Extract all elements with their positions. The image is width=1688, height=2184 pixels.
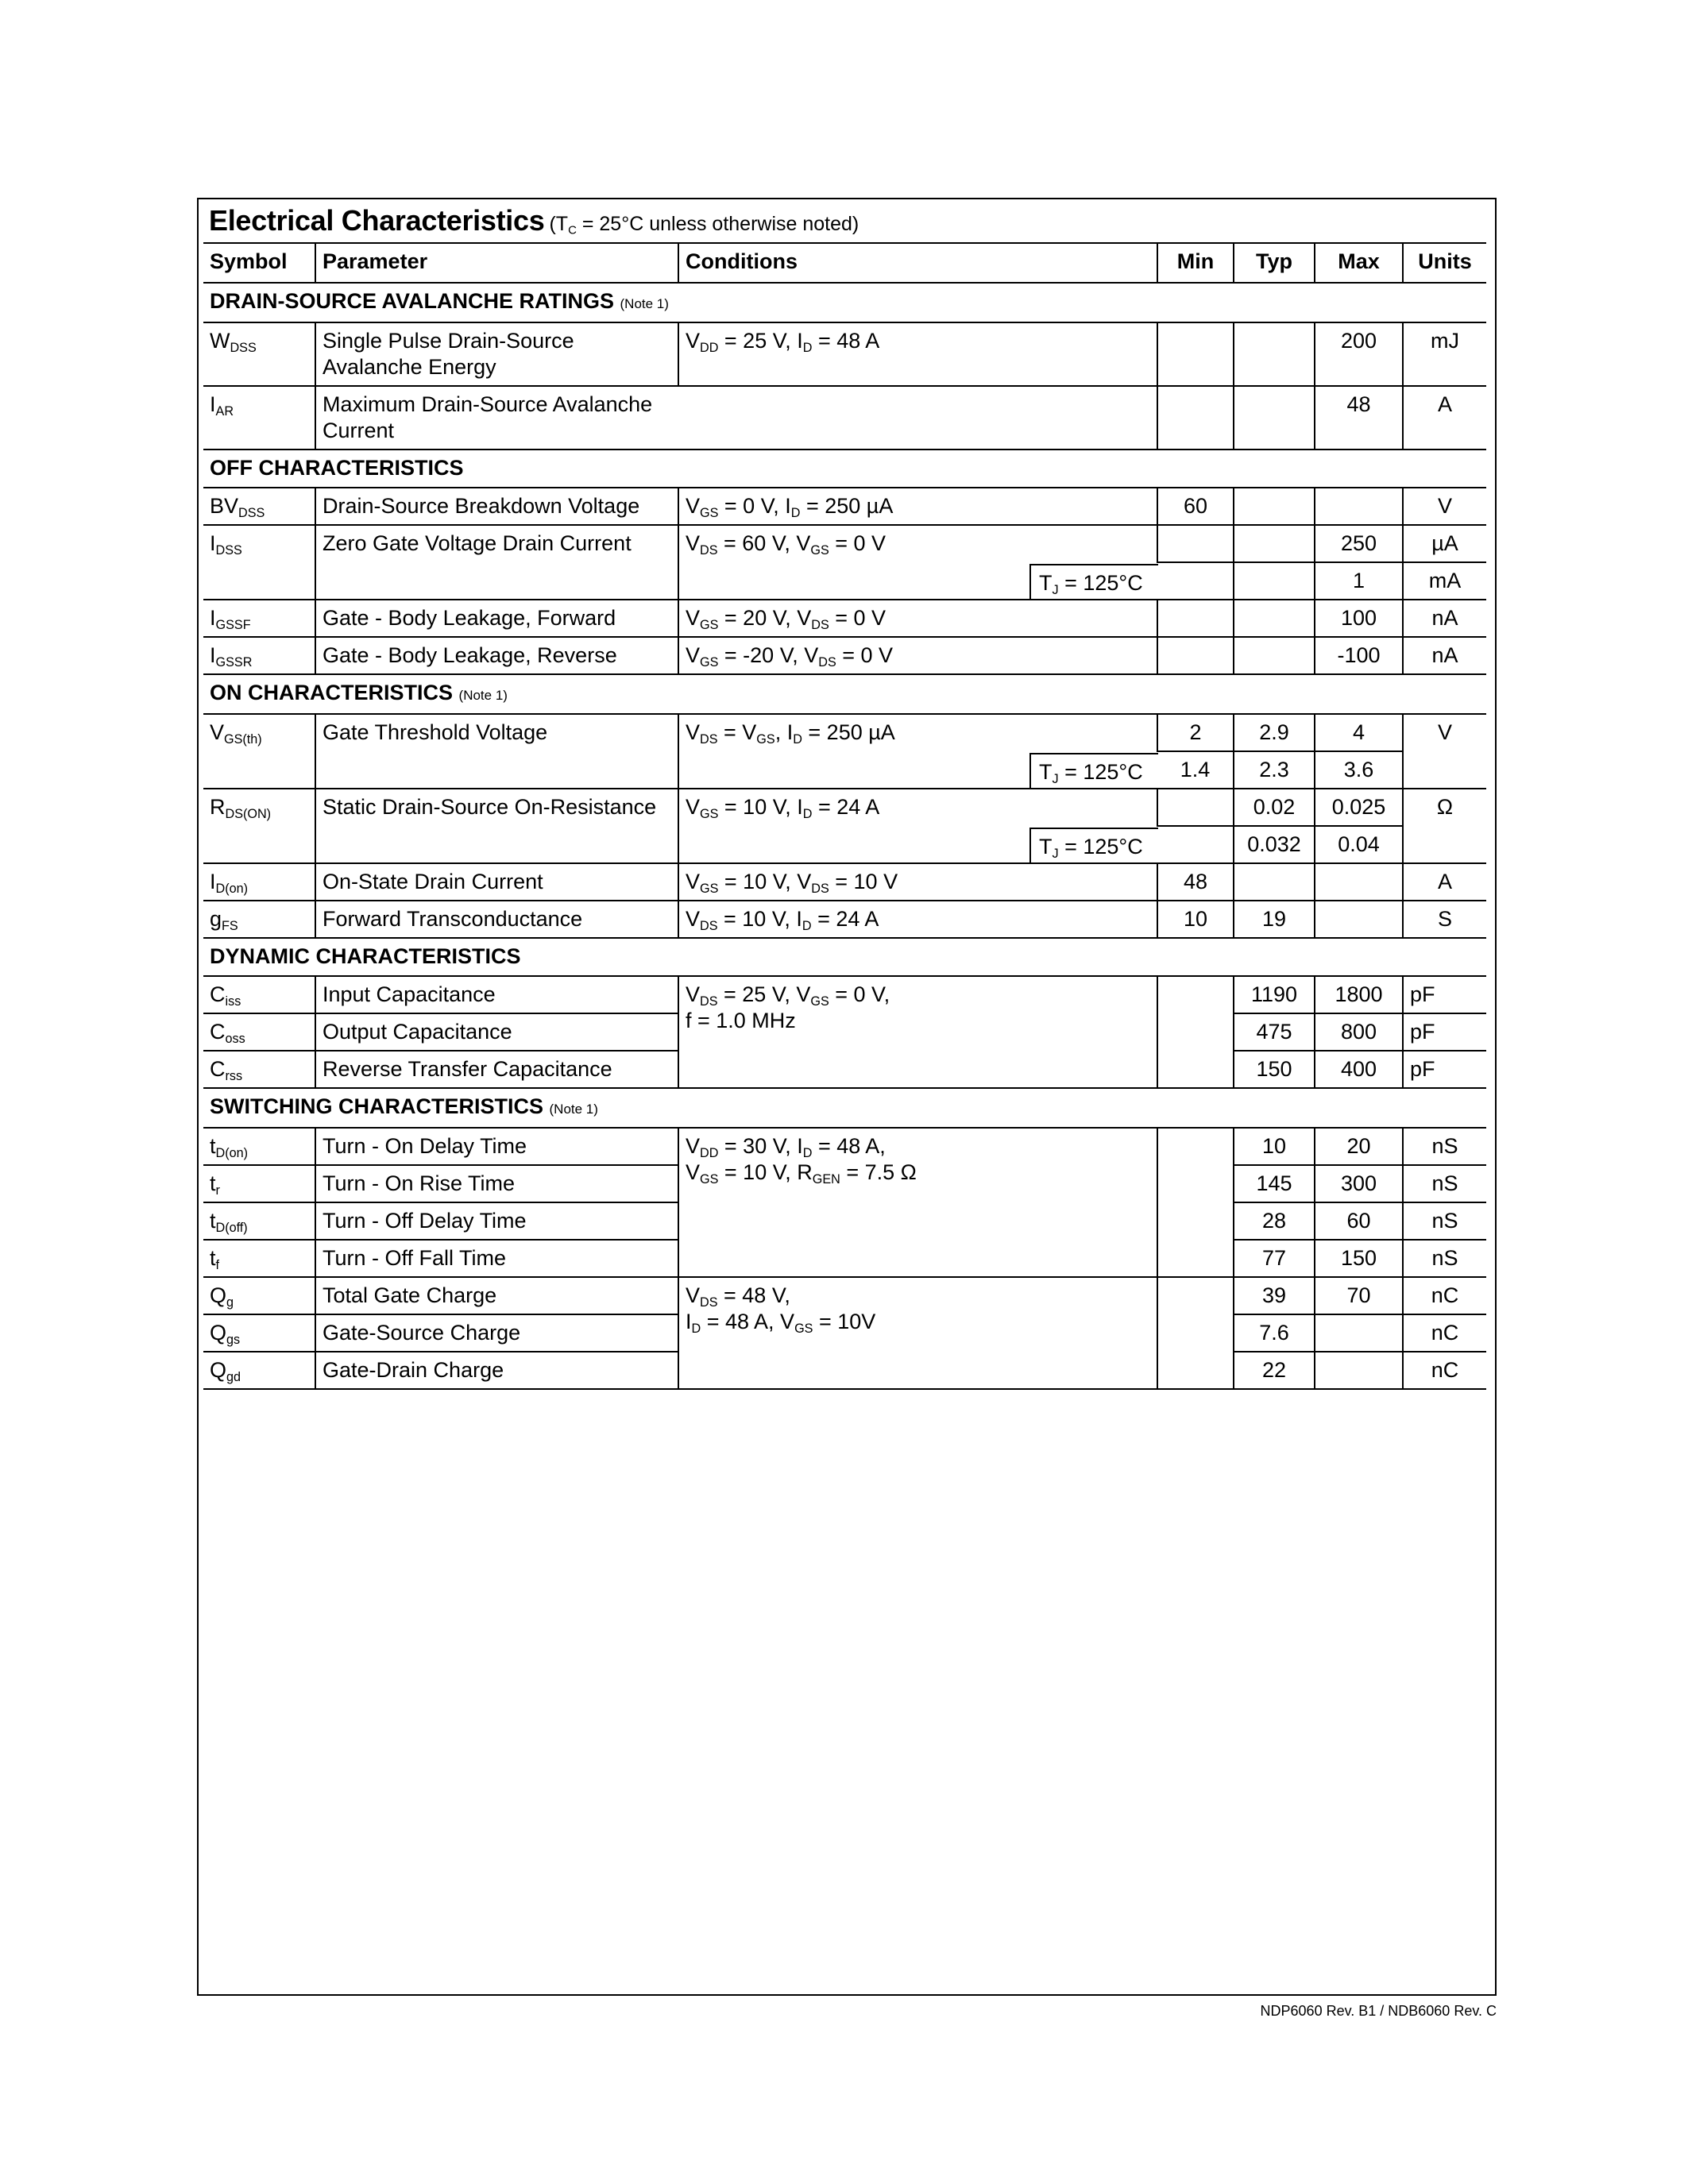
conditions-cell: $V_{DS} = V_{GS}$, $I_D = 250$ µA $T_J = 125^\circ C$ <box>678 714 1157 789</box>
typ-cell <box>1234 637 1315 674</box>
max-cell: 1 <box>1315 562 1403 600</box>
max-cell: -100 <box>1315 637 1403 674</box>
symbol-cell: $C_{oss}$ <box>203 1013 315 1051</box>
symbol-cell: $C_{rss}$ <box>203 1051 315 1088</box>
typ-cell: 28 <box>1234 1202 1315 1240</box>
max-cell: 150 <box>1315 1240 1403 1277</box>
conditions-cell: $V_{DD} = 25$ V, $I_D = 48$ A <box>678 322 1157 386</box>
parameter-cell: Turn - On Delay Time <box>315 1128 678 1165</box>
min-cell <box>1157 525 1234 562</box>
typ-cell: 19 <box>1234 901 1315 938</box>
table-row <box>203 901 1486 938</box>
table-row <box>203 386 1486 450</box>
units-cell: nC <box>1403 1352 1486 1389</box>
section-title-on: ON CHARACTERISTICS (Note 1) <box>203 674 1486 714</box>
parameter-cell: Zero Gate Voltage Drain Current <box>315 525 678 600</box>
max-cell: 250 <box>1315 525 1403 562</box>
min-cell <box>1157 637 1234 674</box>
min-cell <box>1157 386 1234 450</box>
symbol-cell: $R_{DS(ON)}$ <box>203 789 315 863</box>
parameter-cell: Turn - Off Delay Time <box>315 1202 678 1240</box>
header-units: Units <box>1403 243 1486 283</box>
parameter-cell: Input Capacitance <box>315 976 678 1013</box>
max-cell: 20 <box>1315 1128 1403 1165</box>
table-row <box>203 1277 1486 1314</box>
section-title-switching: SWITCHING CHARACTERISTICS (Note 1) <box>203 1088 1486 1128</box>
typ-cell: 39 <box>1234 1277 1315 1314</box>
min-cell <box>1157 1128 1234 1277</box>
symbol-cell: $W_{DSS}$ <box>203 322 315 386</box>
typ-cell: 0.032 <box>1234 826 1315 863</box>
symbol-cell: $g_{FS}$ <box>203 901 315 938</box>
table-row <box>203 976 1486 1013</box>
units-cell: nC <box>1403 1314 1486 1352</box>
section-title-avalanche: DRAIN-SOURCE AVALANCHE RATINGS (Note 1) <box>203 283 1486 322</box>
symbol-cell: $t_f$ <box>203 1240 315 1277</box>
typ-cell <box>1234 322 1315 386</box>
parameter-cell: Output Capacitance <box>315 1013 678 1051</box>
parameter-cell: Gate - Body Leakage, Reverse <box>315 637 678 674</box>
symbol-cell: $Q_{gs}$ <box>203 1314 315 1352</box>
parameter-cell: Drain-Source Breakdown Voltage <box>315 488 678 525</box>
units-cell: A <box>1403 863 1486 901</box>
typ-cell <box>1234 863 1315 901</box>
max-cell: 100 <box>1315 600 1403 637</box>
table-row <box>203 488 1486 525</box>
conditions-cell: $V_{DS} = 25$ V, $V_{GS} = 0$ V, f = 1.0 MHz <box>678 976 1157 1088</box>
table-row <box>203 600 1486 637</box>
symbol-cell: $t_{D(on)}$ <box>203 1128 315 1165</box>
conditions-cell: $V_{GS} = 0$ V, $I_D = 250$ µA <box>678 488 1157 525</box>
max-cell: 60 <box>1315 1202 1403 1240</box>
typ-cell: 7.6 <box>1234 1314 1315 1352</box>
typ-cell: 2.9 <box>1234 714 1315 751</box>
tj-condition: $T_J = 125^\circ C$ <box>1029 828 1158 864</box>
symbol-cell: $t_r$ <box>203 1165 315 1202</box>
parameter-cell: Turn - On Rise Time <box>315 1165 678 1202</box>
units-cell: A <box>1403 386 1486 450</box>
section-row <box>203 938 1486 976</box>
max-cell: 0.025 <box>1315 789 1403 826</box>
electrical-characteristics-table <box>203 242 1486 1390</box>
units-cell: pF <box>1403 1013 1486 1051</box>
parameter-cell: Turn - Off Fall Time <box>315 1240 678 1277</box>
section-title-off: OFF CHARACTERISTICS <box>203 450 1486 488</box>
document-footer: NDP6060 Rev. B1 / NDB6060 Rev. C <box>1260 2003 1497 2019</box>
tj-condition: $T_J = 125^\circ C$ <box>1029 564 1158 600</box>
units-cell: µA <box>1403 525 1486 562</box>
max-cell: 400 <box>1315 1051 1403 1088</box>
parameter-cell: Total Gate Charge <box>315 1277 678 1314</box>
min-cell <box>1157 562 1234 600</box>
conditions-cell: $V_{DS} = 10$ V, $I_D = 24$ A <box>678 901 1157 938</box>
header-symbol: Symbol <box>203 243 315 283</box>
units-cell: nS <box>1403 1128 1486 1165</box>
conditions-cell <box>678 386 1157 450</box>
typ-cell: 10 <box>1234 1128 1315 1165</box>
units-cell: Ω <box>1403 789 1486 863</box>
units-cell: pF <box>1403 976 1486 1013</box>
conditions-cell: $V_{DD} = 30$ V, $I_D = 48$ A, $V_{GS} = 10$ V, $R_{GEN} = 7.5$ Ω <box>678 1128 1157 1277</box>
max-cell: 48 <box>1315 386 1403 450</box>
symbol-cell: $t_{D(off)}$ <box>203 1202 315 1240</box>
section-row <box>203 283 1486 322</box>
units-cell: mA <box>1403 562 1486 600</box>
symbol-cell: $I_{DSS}$ <box>203 525 315 600</box>
min-cell <box>1157 789 1234 826</box>
conditions-cell: $V_{DS} = 48$ V, $I_D = 48$ A, $V_{GS} = 10V$ <box>678 1277 1157 1389</box>
symbol-cell: $I_{GSSR}$ <box>203 637 315 674</box>
typ-cell: 77 <box>1234 1240 1315 1277</box>
max-cell: 70 <box>1315 1277 1403 1314</box>
min-cell: 48 <box>1157 863 1234 901</box>
typ-cell: 145 <box>1234 1165 1315 1202</box>
page-title: Electrical Characteristics ($T_C = 25^\circ C$ unless otherwise noted) <box>209 204 859 237</box>
units-cell: V <box>1403 714 1486 789</box>
table-row <box>203 789 1486 826</box>
table-row <box>203 1128 1486 1165</box>
units-cell: nC <box>1403 1277 1486 1314</box>
min-cell <box>1157 322 1234 386</box>
units-cell: pF <box>1403 1051 1486 1088</box>
symbol-cell: $BV_{DSS}$ <box>203 488 315 525</box>
typ-cell <box>1234 386 1315 450</box>
section-row <box>203 1088 1486 1128</box>
min-cell: 2 <box>1157 714 1234 751</box>
table-row <box>203 863 1486 901</box>
max-cell: 0.04 <box>1315 826 1403 863</box>
header-max: Max <box>1315 243 1403 283</box>
max-cell <box>1315 901 1403 938</box>
parameter-cell: Static Drain-Source On-Resistance <box>315 789 678 863</box>
parameter-cell: Gate-Drain Charge <box>315 1352 678 1389</box>
max-cell <box>1315 488 1403 525</box>
header-typ: Typ <box>1234 243 1315 283</box>
max-cell: 200 <box>1315 322 1403 386</box>
units-cell: S <box>1403 901 1486 938</box>
symbol-cell: $I_{D(on)}$ <box>203 863 315 901</box>
max-cell: 300 <box>1315 1165 1403 1202</box>
header-min: Min <box>1157 243 1234 283</box>
conditions-cell: $V_{GS} = 20$ V, $V_{DS} = 0$ V <box>678 600 1157 637</box>
min-cell <box>1157 600 1234 637</box>
typ-cell <box>1234 525 1315 562</box>
header-row <box>203 243 1486 283</box>
table-row <box>203 525 1486 562</box>
conditions-cell: $V_{GS} = 10$ V, $V_{DS} = 10$ V <box>678 863 1157 901</box>
min-cell: 10 <box>1157 901 1234 938</box>
tj-condition: $T_J = 125^\circ C$ <box>1029 753 1158 789</box>
section-title-dynamic: DYNAMIC CHARACTERISTICS <box>203 938 1486 976</box>
parameter-cell: Gate Threshold Voltage <box>315 714 678 789</box>
symbol-cell: $V_{GS(th)}$ <box>203 714 315 789</box>
symbol-cell: $Q_g$ <box>203 1277 315 1314</box>
max-cell: 1800 <box>1315 976 1403 1013</box>
typ-cell: 150 <box>1234 1051 1315 1088</box>
parameter-cell: Maximum Drain-Source Avalanche Current <box>315 386 678 450</box>
symbol-cell: $C_{iss}$ <box>203 976 315 1013</box>
units-cell: nS <box>1403 1240 1486 1277</box>
parameter-cell: Forward Transconductance <box>315 901 678 938</box>
table-row <box>203 322 1486 386</box>
units-cell: V <box>1403 488 1486 525</box>
parameter-cell: Reverse Transfer Capacitance <box>315 1051 678 1088</box>
symbol-cell: $Q_{gd}$ <box>203 1352 315 1389</box>
min-cell <box>1157 976 1234 1088</box>
typ-cell <box>1234 488 1315 525</box>
max-cell: 3.6 <box>1315 751 1403 789</box>
min-cell <box>1157 1277 1234 1389</box>
units-cell: nA <box>1403 600 1486 637</box>
units-cell: mJ <box>1403 322 1486 386</box>
min-cell: 1.4 <box>1157 751 1234 789</box>
header-parameter: Parameter <box>315 243 678 283</box>
parameter-cell: On-State Drain Current <box>315 863 678 901</box>
table-row <box>203 714 1486 751</box>
typ-cell: 1190 <box>1234 976 1315 1013</box>
parameter-cell: Single Pulse Drain-Source Avalanche Energy <box>315 322 678 386</box>
typ-cell: 2.3 <box>1234 751 1315 789</box>
conditions-cell: $V_{GS} = -20$ V, $V_{DS} = 0$ V <box>678 637 1157 674</box>
max-cell <box>1315 863 1403 901</box>
units-cell: nS <box>1403 1165 1486 1202</box>
min-cell: 60 <box>1157 488 1234 525</box>
conditions-cell: $V_{GS} = 10$ V, $I_D = 24$ A $T_J = 125^\circ C$ <box>678 789 1157 863</box>
typ-cell: 475 <box>1234 1013 1315 1051</box>
typ-cell <box>1234 600 1315 637</box>
typ-cell <box>1234 562 1315 600</box>
symbol-cell: $I_{AR}$ <box>203 386 315 450</box>
parameter-cell: Gate-Source Charge <box>315 1314 678 1352</box>
max-cell: 4 <box>1315 714 1403 751</box>
parameter-cell: Gate - Body Leakage, Forward <box>315 600 678 637</box>
conditions-cell: $V_{DS} = 60$ V, $V_{GS} = 0$ V $T_J = 125^\circ C$ <box>678 525 1157 600</box>
typ-cell: 22 <box>1234 1352 1315 1389</box>
max-cell <box>1315 1314 1403 1352</box>
units-cell: nA <box>1403 637 1486 674</box>
units-cell: nS <box>1403 1202 1486 1240</box>
title-condition: ($T_C = 25^\circ C$ unless otherwise noted) <box>549 213 859 237</box>
symbol-cell: $I_{GSSF}$ <box>203 600 315 637</box>
table-row <box>203 637 1486 674</box>
section-row <box>203 674 1486 714</box>
header-conditions: Conditions <box>678 243 1157 283</box>
min-cell <box>1157 826 1234 863</box>
typ-cell: 0.02 <box>1234 789 1315 826</box>
max-cell <box>1315 1352 1403 1389</box>
max-cell: 800 <box>1315 1013 1403 1051</box>
section-row <box>203 450 1486 488</box>
